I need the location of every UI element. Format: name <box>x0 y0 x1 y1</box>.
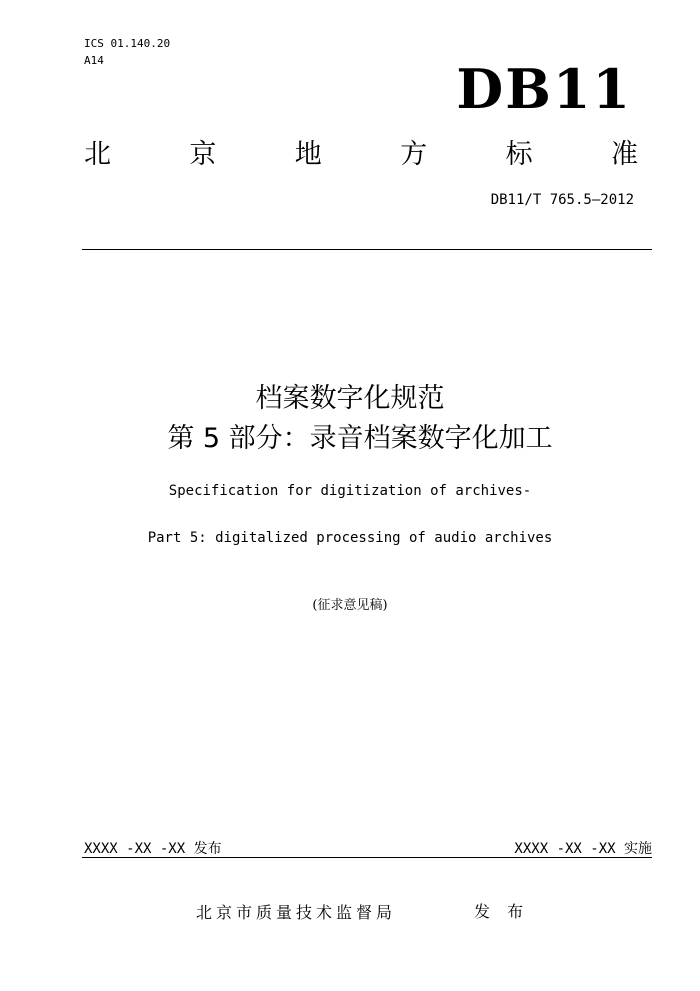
standard-type-char: 京 <box>189 139 217 170</box>
english-title: Specification for digitization of archives- <box>168 483 532 499</box>
english-subtitle: Part 5: digitalized processing of audio archives <box>147 530 553 546</box>
issuing-authority: 北京市质量技术监督局 <box>196 903 397 922</box>
standard-type-char: 标 <box>505 139 533 170</box>
standard-type-heading <box>84 138 638 172</box>
document-title: 档案数字化规范 <box>255 383 445 414</box>
standard-number: DB11/T 765.5—2012 <box>490 192 634 208</box>
issue-date: XXXX -XX -XX 发布 <box>84 841 222 857</box>
standard-type-char: 方 <box>400 139 428 170</box>
header-divider <box>82 249 652 250</box>
standard-logo: DB11 <box>456 57 632 121</box>
standard-type-char: 地 <box>294 139 322 170</box>
implementation-date: XXXX -XX -XX 实施 <box>514 841 652 857</box>
classification-code: A14 <box>84 54 104 67</box>
standard-type-char: 北 <box>84 139 111 170</box>
standard-type-char: 准 <box>610 139 638 170</box>
publish-label: 发 布 <box>474 902 530 921</box>
footer-divider <box>82 857 652 858</box>
ics-code: ICS 01.140.20 <box>84 37 171 50</box>
document-subtitle: 第 5 部分：录音档案数字化加工 <box>167 423 553 454</box>
draft-note: (征求意见稿) <box>312 598 388 613</box>
